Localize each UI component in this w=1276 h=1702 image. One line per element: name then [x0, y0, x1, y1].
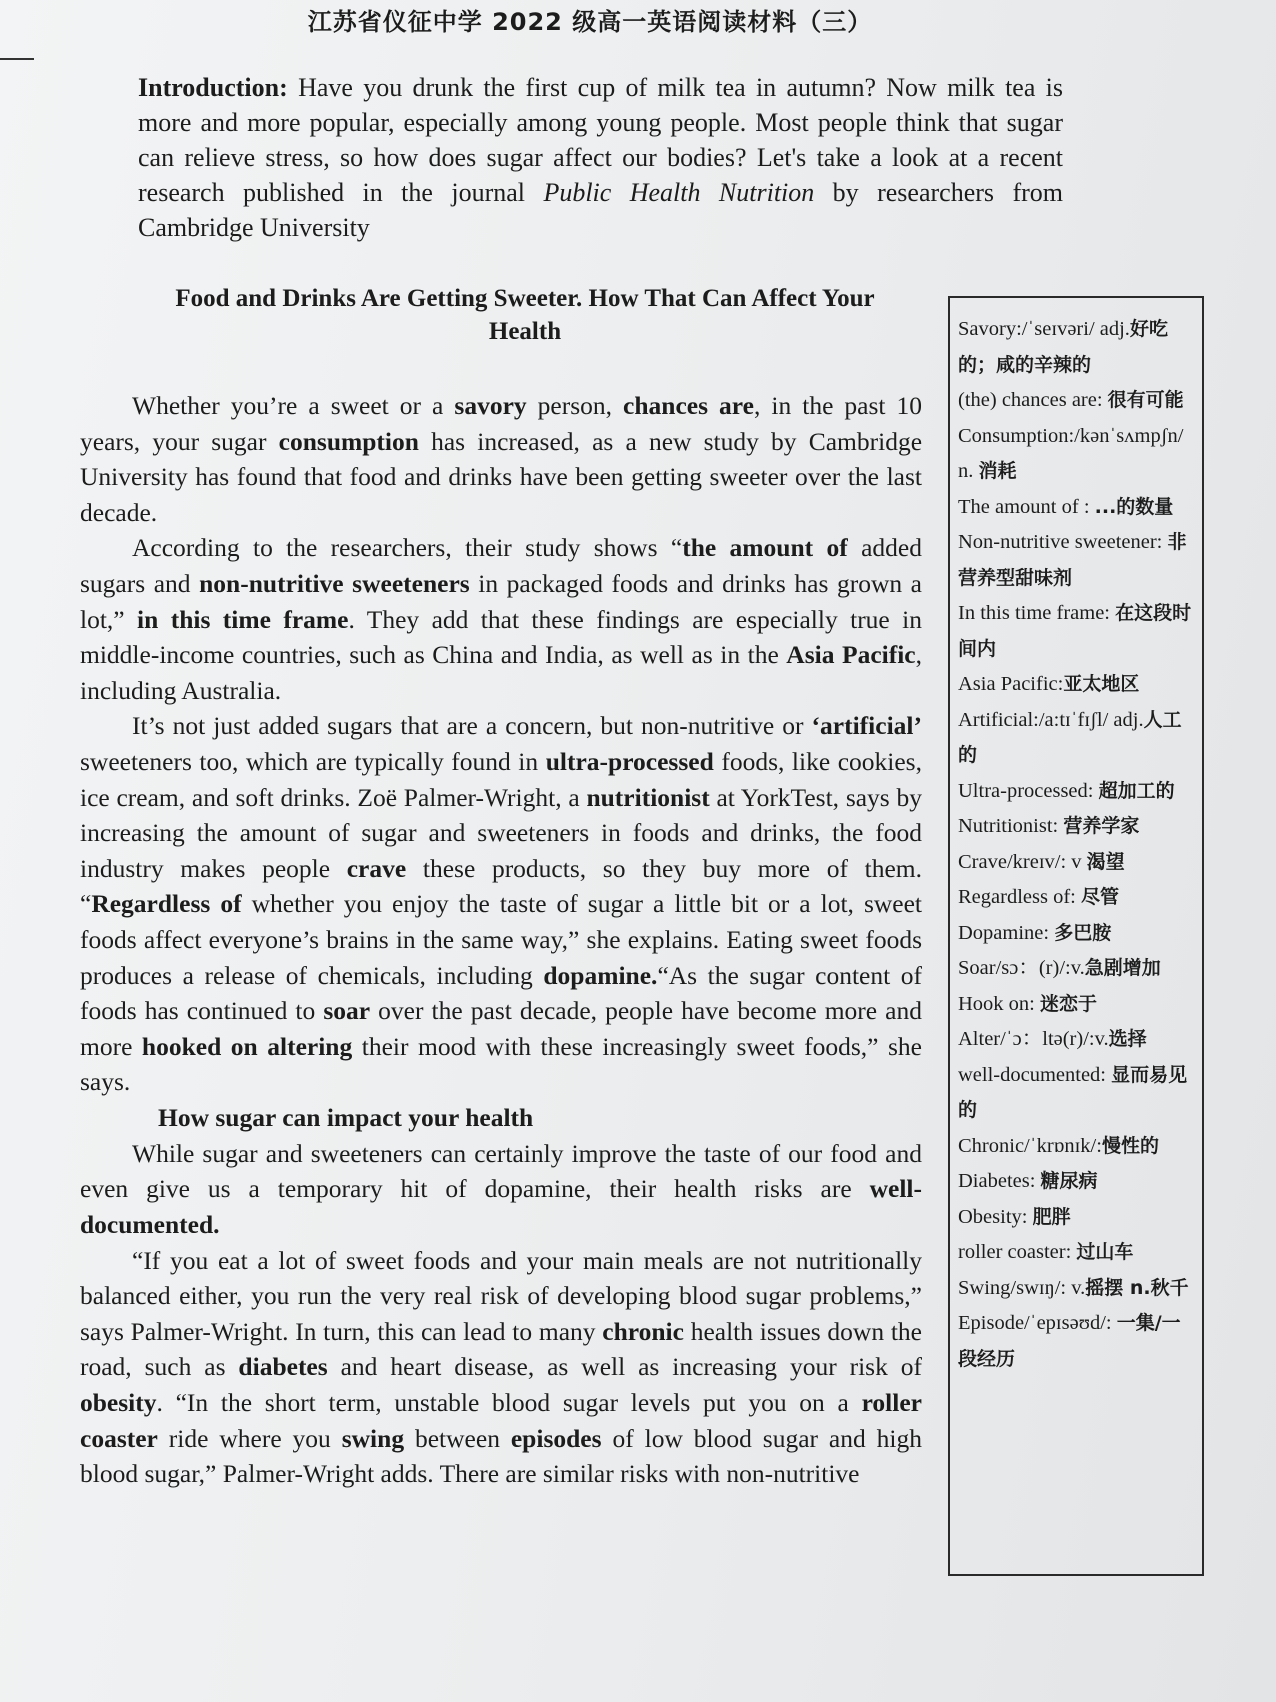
glossary-definition: 非营养型甜味剂 [958, 531, 1187, 589]
body-text: has increased, as a new study by Cambridge University has found that food and drinks have been getting sweeter over the last decade. [80, 426, 923, 527]
glossary-entry [958, 987, 1194, 1023]
glossary-definition: 消耗 [978, 460, 1017, 482]
glossary-entry [958, 312, 1194, 383]
glossary-term: Swing/swɪŋ/: v. [958, 1276, 1086, 1299]
article-title: Food and Drinks Are Getting Sweeter. How That Can Affect Your Health [175, 285, 875, 345]
glossary-term: Episode/ˈepɪsəʊd/: [958, 1312, 1117, 1334]
body-text: “If you eat a lot of sweet foods and your main meals are not nutritionally balanced either, you run the very real risk of developing blood sugar problems,” says Palmer-Wright. In turn, this can lead to many [80, 1245, 922, 1346]
glossary-term: In this time frame: [958, 602, 1116, 624]
glossary-entry [958, 916, 1194, 952]
intro-text-2: by researchers from Cambridge University [138, 178, 1063, 242]
glossary-entry [958, 1022, 1194, 1058]
glossary-entry [958, 1271, 1194, 1307]
glossary-definition: 显而易见的 [958, 1063, 1188, 1121]
glossary-term: The amount of : [958, 495, 1095, 518]
key-phrase: dopamine. [543, 960, 658, 990]
body-text: According to the researchers, their study shows “ [132, 533, 683, 563]
key-phrase: roller coaster [80, 1388, 922, 1453]
glossary-definition: 急剧增加 [1084, 957, 1161, 979]
glossary-definition: 慢性的 [1101, 1134, 1159, 1157]
body-text: foods, like cookies, ice cream, and soft drinks. Zoë Palmer-Wright, a [80, 746, 922, 812]
body-text: and heart disease, as well as increasing your risk of [327, 1352, 923, 1382]
glossary-term: Chronic/ˈkrɒnɪk/: [958, 1134, 1102, 1157]
key-phrase: Asia Pacific [786, 640, 916, 670]
glossary-definition: 亚太地区 [1063, 673, 1140, 695]
article-body [80, 388, 922, 1492]
margin-mark [0, 58, 34, 60]
key-phrase: swing [341, 1423, 405, 1453]
key-phrase: non-nutritive sweeteners [199, 568, 470, 598]
glossary-term: Consumption:/kənˈsʌmpʃn/ n. [958, 424, 1184, 482]
glossary-term: Non-nutritive sweetener: [958, 531, 1168, 553]
glossary-term: well-documented: [958, 1063, 1112, 1086]
glossary-entry [958, 1200, 1194, 1236]
key-phrase: ultra-processed [545, 746, 714, 776]
glossary-entry [958, 596, 1194, 667]
glossary-definition: 多巴胺 [1054, 921, 1112, 944]
glossary-term: Crave/kreɪv/: v [958, 850, 1087, 873]
glossary-definition: 渴望 [1086, 850, 1125, 873]
glossary-term: Ultra-processed: [958, 779, 1099, 802]
key-phrase: chances are [623, 391, 754, 420]
body-text: “As the sugar content of foods has continued to [80, 960, 922, 1026]
glossary-entry [958, 419, 1194, 490]
paragraph [80, 388, 922, 530]
body-text: health issues down the road, such as [80, 1316, 922, 1382]
body-text: of low blood sugar and high blood sugar,” Palmer-Wright adds. There are similar risks with non-nutritive [80, 1423, 922, 1489]
paragraph [80, 530, 922, 708]
key-phrase: chronic [602, 1316, 684, 1346]
glossary-definition: 过山车 [1076, 1241, 1134, 1263]
glossary-entry [958, 1164, 1194, 1200]
glossary-entry [958, 1235, 1194, 1271]
glossary-term: Nutritionist: [958, 815, 1064, 837]
glossary-definition: 一集/一段经历 [958, 1312, 1181, 1370]
body-text: person, [526, 391, 624, 420]
key-phrase: diabetes [238, 1352, 328, 1382]
key-phrase: Regardless of [91, 889, 242, 919]
paragraph [80, 1243, 922, 1492]
journal-name: Public Health Nutrition [543, 178, 815, 207]
key-phrase: savory [454, 391, 527, 420]
body-text: Whether you’re a sweet or a [132, 391, 455, 420]
introduction [138, 70, 1063, 245]
section-heading: How sugar can impact your health [158, 1102, 534, 1132]
key-phrase: obesity [80, 1388, 157, 1418]
glossary-definition: 营养学家 [1063, 815, 1140, 837]
body-text: at YorkTest, says by increasing the amount of sugar and sweeteners in foods and drinks, the food industry makes people [80, 782, 922, 883]
key-phrase: ‘artificial’ [811, 711, 922, 741]
glossary-definition: 很有可能 [1107, 389, 1184, 411]
body-text: . They add that these findings are especially true in middle-income countries, such as China and India, as well as in the [80, 604, 922, 670]
body-text: It’s not just added sugars that are a concern, but non-nutritive or [132, 711, 812, 741]
glossary-definition: 肥胖 [1032, 1205, 1071, 1228]
body-text: ride where you [157, 1423, 342, 1453]
key-phrase: nutritionist [586, 782, 710, 812]
key-phrase: crave [346, 853, 407, 883]
glossary-entry [958, 951, 1194, 987]
body-text: . “In the short term, unstable blood sugar levels put you on a [156, 1388, 862, 1418]
body-text: While sugar and sweeteners can certainly improve the taste of our food and even give us a temporary hit of dopamine, their health risks are [80, 1138, 922, 1204]
glossary-entry [958, 1129, 1194, 1165]
glossary-term: Diabetes: [958, 1170, 1041, 1192]
glossary-definition: 人工的 [958, 708, 1182, 766]
body-text: in packaged foods and drinks has grown a lot,” [80, 568, 923, 634]
glossary-entry [958, 1058, 1194, 1129]
glossary-term: Alter/ˈɔ：ltə(r)/:v. [958, 1028, 1109, 1050]
glossary-term: (the) chances are: [958, 389, 1108, 411]
glossary-entry [958, 880, 1194, 916]
vocabulary-box [948, 296, 1204, 1576]
key-phrase: hooked on altering [141, 1031, 353, 1061]
key-phrase: consumption [278, 426, 419, 456]
glossary-definition: 糖尿病 [1040, 1170, 1098, 1192]
glossary-entry [958, 845, 1194, 881]
glossary-entry [958, 383, 1194, 419]
glossary-entry [958, 667, 1194, 703]
glossary-entry [958, 490, 1194, 526]
body-text: sweeteners too, which are typically found in [80, 746, 546, 776]
glossary-term: Obesity: [958, 1205, 1033, 1228]
body-text: whether you enjoy the taste of sugar a little bit or a lot, sweet foods affect everyone’s brains in the same way,” she explains. Eating sweet foods produces a release of chemicals, including [80, 889, 923, 990]
glossary-definition: ...的数量 [1094, 495, 1174, 518]
body-text: , in the past 10 years, your sugar [80, 391, 922, 456]
glossary-definition: 摇摆 n.秋千 [1085, 1276, 1189, 1299]
intro-label: Introduction: [138, 73, 288, 102]
glossary-entry [958, 703, 1194, 774]
glossary-term: Regardless of: [958, 886, 1081, 908]
glossary-entry [958, 809, 1194, 845]
glossary-definition: 超加工的 [1098, 779, 1175, 802]
glossary-term: roller coaster: [958, 1241, 1077, 1263]
key-phrase: well- documented. [80, 1174, 922, 1240]
body-text: added sugars and [80, 533, 922, 598]
glossary-definition: 选择 [1108, 1028, 1147, 1050]
glossary-term: Asia Pacific: [958, 673, 1064, 695]
glossary-entry [958, 525, 1194, 596]
glossary-definition: 好吃的；咸的辛辣的 [958, 318, 1168, 376]
glossary-definition: 在这段时间内 [958, 602, 1192, 660]
key-phrase: episodes [510, 1423, 602, 1453]
glossary-term: Savory:/ˈseɪvəri/ adj. [958, 318, 1130, 340]
glossary-definition: 尽管 [1080, 886, 1119, 908]
body-text: , including Australia. [80, 640, 922, 705]
body-text: between [404, 1423, 511, 1453]
body-text: these products, so they buy more of them. “ [80, 853, 923, 919]
paragraph [80, 708, 922, 1100]
glossary-entry [958, 1306, 1194, 1377]
key-phrase: soar [323, 996, 371, 1026]
glossary-term: Soar/sɔ：(r)/:v. [958, 957, 1085, 979]
page-header: 江苏省仪征中学 2022 级高一英语阅读材料（三） [307, 8, 873, 36]
body-text: over the past decade, people have become more and more [80, 996, 922, 1061]
key-phrase: the amount of [682, 533, 848, 563]
glossary-term: Artificial:/a:tɪˈfɪʃl/ adj. [958, 708, 1144, 731]
glossary-definition: 迷恋于 [1040, 992, 1098, 1015]
glossary-entry [958, 774, 1194, 810]
intro-text-1: Have you drunk the first cup of milk tea in autumn? Now milk tea is more and more popular, especially among young people. Most people think that sugar can relieve stress, so how does sugar affect our bodies? Let's take a look at a recent research published in the journal [138, 73, 1063, 207]
glossary-term: Dopamine: [958, 921, 1055, 944]
paragraph [80, 1136, 922, 1243]
body-text: their mood with these increasingly sweet foods,” she says. [80, 1031, 922, 1097]
glossary-term: Hook on: [958, 992, 1040, 1015]
key-phrase: in this time frame [137, 604, 349, 634]
